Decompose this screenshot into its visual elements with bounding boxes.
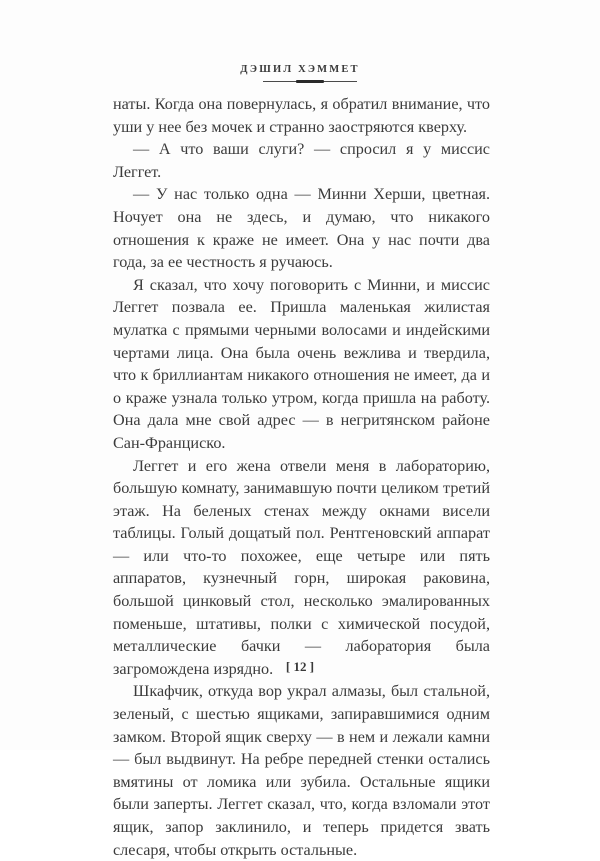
body-text [113, 93, 490, 861]
paragraph-laboratory: Леггет и его жена отвели меня в лабораторию, большую комнату, занимавшую почти целиком третий этаж. На беленых стенах между окнами висели таблицы. Голый дощатый пол. Рентгеновский аппарат — или что-то похожее, еще четыре или пять аппаратов, кузнечный горн, широкая раковина, большой цинковый стол, несколько эмалированных поменьше, штативы, полки с химической посудой, металлические бачки — лаборатория была загромождена изрядно. [113, 456, 490, 678]
header-rule-divider [263, 81, 357, 82]
paragraph-minnie: Я сказал, что хочу поговорить с Минни, и миссис Леггет позвала ее. Пришла маленькая жилистая мулатка с прямыми черными волосами и индейскими чертами лица. Она была очень вежлива и твердила, что к бриллиантам никакого отношения не имеет, да и о краже узнала только утром, когда пришла на работу. Она дала мне свой адрес — в негритянском районе Сан-Франциско. [113, 275, 490, 452]
paragraph-continuation: наты. Когда она повернулась, я обратил внимание, что уши у нее без мочек и странно заостряются кверху. [113, 95, 490, 136]
paragraph-dialogue-answer: — У нас только одна — Минни Херши, цветная. Ночует она не здесь, и думаю, что никакого отношения к краже не имеет. Она у нас почти два года, за ее честность я ручаюсь. [113, 185, 490, 272]
paragraph-cabinet: Шкафчик, откуда вор украл алмазы, был стальной, зеленый, с шестью ящиками, запиравшимися одним замком. Второй ящик сверху — в нем и лежали камни — был выдвинут. На ребре передней стенки остались вмятины от ломика или зубила. Остальные ящики были заперты. Леггет сказал, что, когда взломали этот ящик, запор заклинило, и теперь придется звать слесаря, чтобы открыть остальные. [113, 682, 490, 859]
paragraph-dialogue-question: — А что ваши слуги? — спросил я у миссис Леггет. [113, 140, 490, 181]
running-head-author: ДЭШИЛ ХЭММЕТ [240, 64, 360, 75]
page-number: [ 12 ] [285, 659, 315, 674]
